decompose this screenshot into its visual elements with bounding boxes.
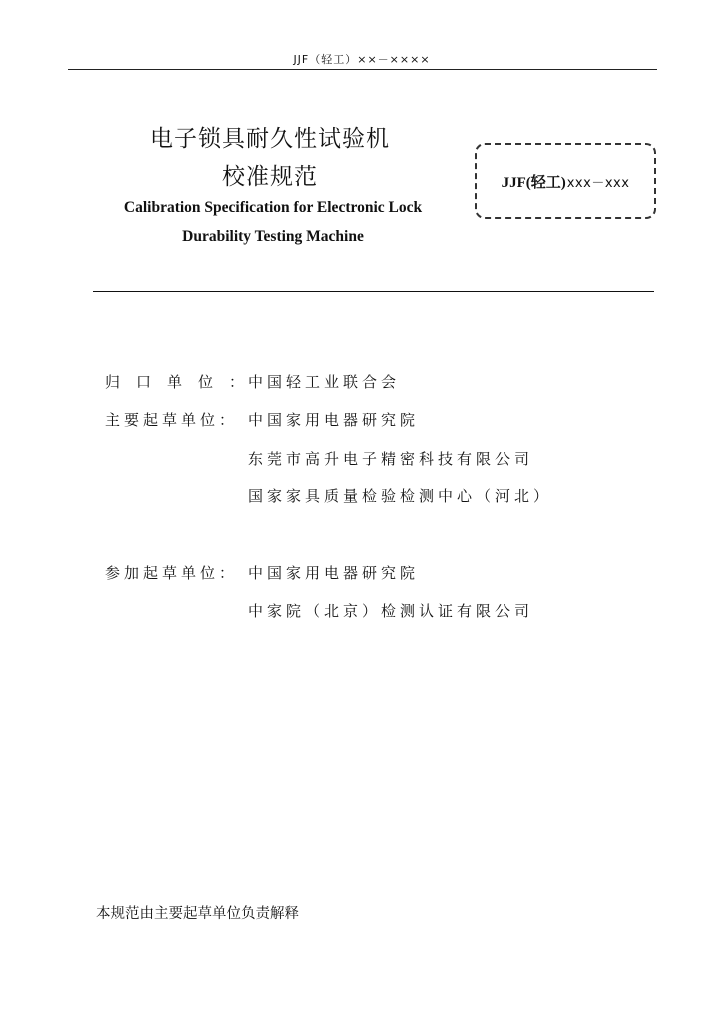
title-zh-line-2: 校准规范 bbox=[222, 164, 318, 190]
participating-unit-2: 中家院（北京）检测认证有限公司 bbox=[248, 602, 534, 620]
main-drafting-unit-3: 国家家具质量检验检测中心（河北） bbox=[248, 487, 553, 505]
participating-drafting-label: 参加起草单位： bbox=[105, 564, 239, 582]
header-divider bbox=[68, 69, 657, 70]
responsible-unit-label: 归口单位： bbox=[105, 373, 261, 391]
title-divider bbox=[93, 291, 654, 292]
title-zh-line-1: 电子锁具耐久性试验机 bbox=[150, 126, 390, 152]
title-en-line-2: Durability Testing Machine bbox=[182, 228, 364, 245]
specification-code-box bbox=[475, 143, 656, 219]
interpretation-note: 本规范由主要起草单位负责解释 bbox=[96, 906, 299, 922]
main-drafting-unit-2: 东莞市高升电子精密科技有限公司 bbox=[248, 450, 534, 468]
responsible-unit-value: 中国轻工业联合会 bbox=[248, 373, 401, 391]
main-drafting-label: 主要起草单位： bbox=[105, 411, 239, 429]
code-number: xxx－xxx bbox=[566, 175, 630, 191]
participating-unit-1: 中国家用电器研究院 bbox=[248, 564, 420, 582]
running-header: JJF（轻工）××－×××× bbox=[293, 53, 431, 66]
code-prefix: JJF(轻工) bbox=[501, 174, 566, 191]
title-en-line-1: Calibration Specification for Electronic Lock bbox=[123, 199, 423, 216]
main-drafting-unit-1: 中国家用电器研究院 bbox=[248, 411, 420, 429]
